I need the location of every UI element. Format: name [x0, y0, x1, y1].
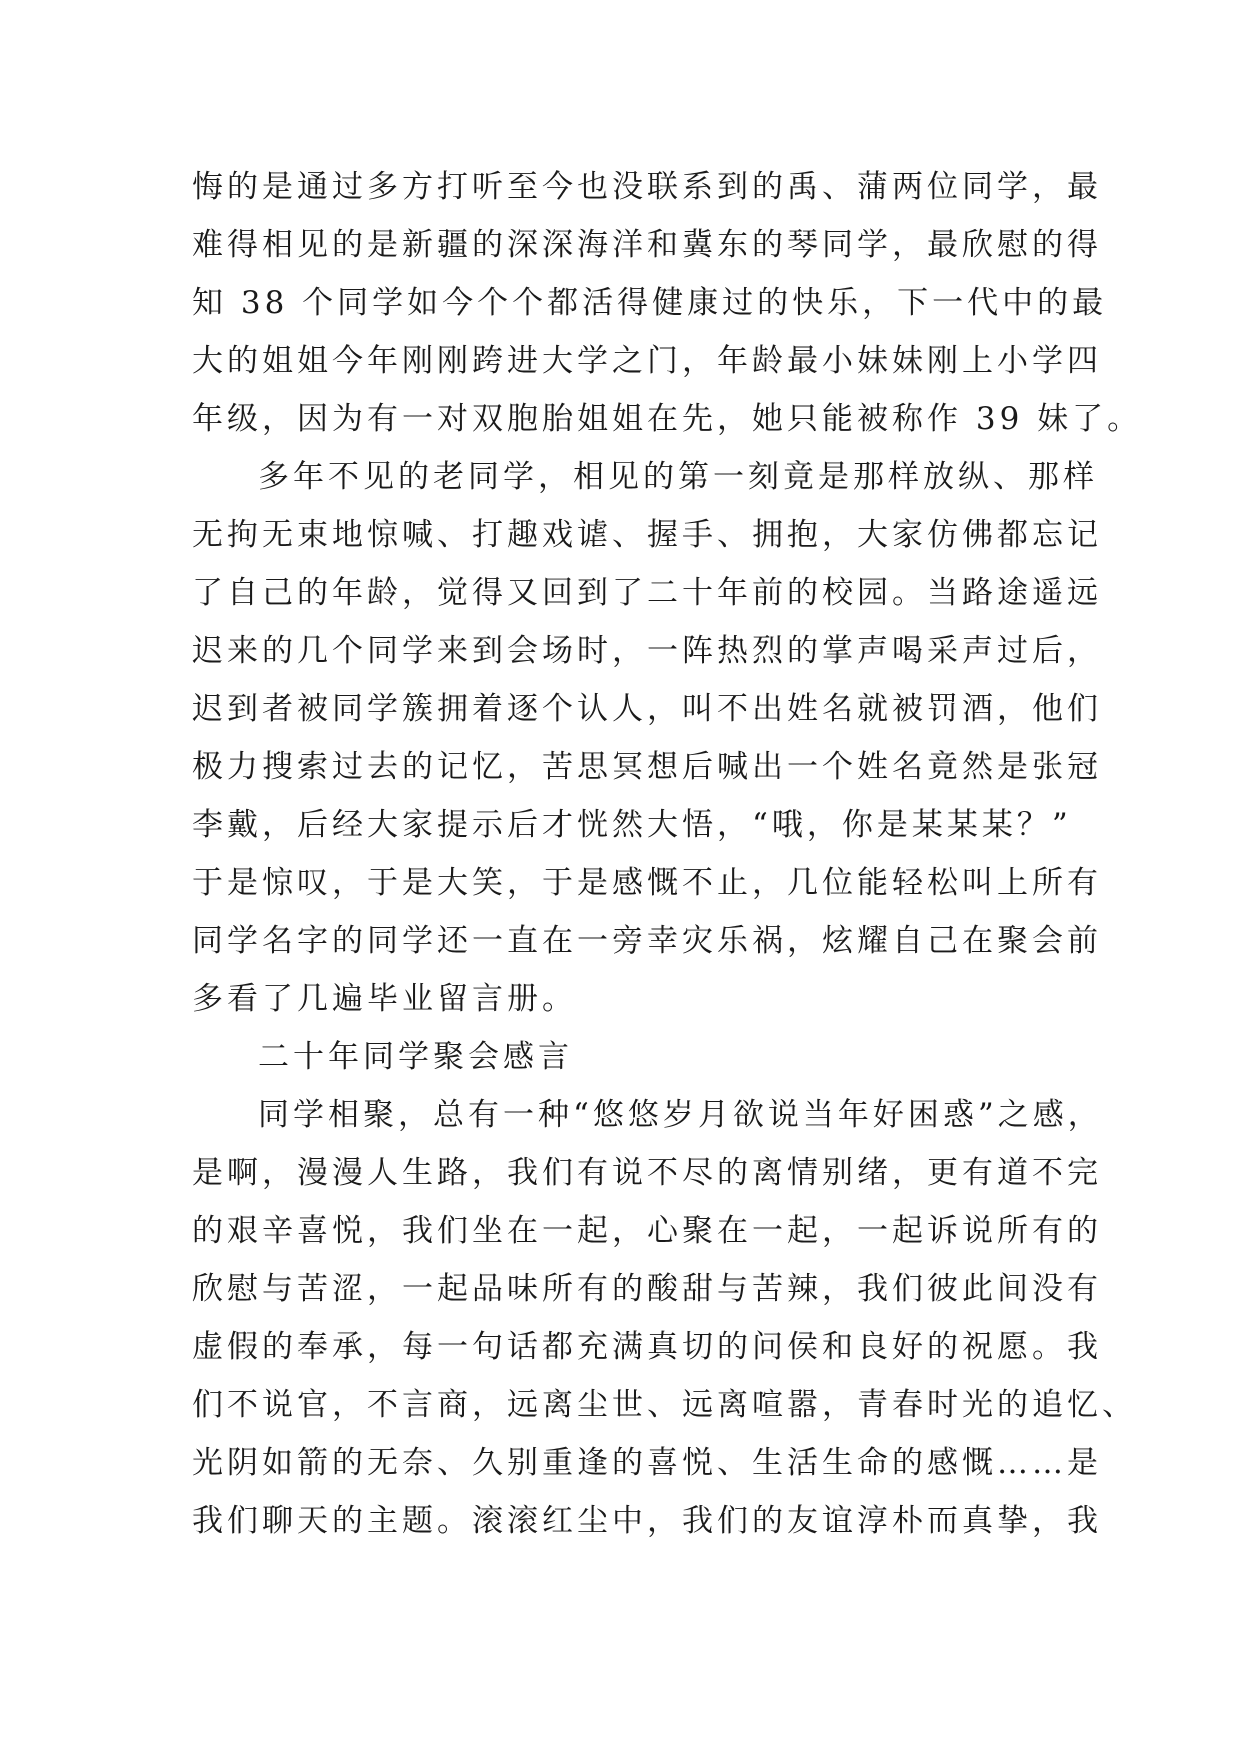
text-line: 极力搜索过去的记忆，苦思冥想后喊出一个姓名竟然是张冠: [192, 749, 1102, 785]
document-body: [192, 158, 1143, 1550]
paragraph-start-line: 同学相聚，总有一种“悠悠岁月欲说当年好困惑”之感，: [258, 1097, 1103, 1133]
text-line: 迟来的几个同学来到会场时，一阵热烈的掌声喝采声过后，: [192, 633, 1102, 669]
text-line: 于是惊叹，于是大笑，于是感慨不止，几位能轻松叫上所有: [192, 865, 1102, 901]
text-line: 虚假的奉承，每一句话都充满真切的问侯和良好的祝愿。我: [192, 1329, 1102, 1365]
text-line: 年级，因为有一对双胞胎姐姐在先，她只能被称作 39 妹了。: [192, 401, 1143, 437]
text-line: 无拘无束地惊喊、打趣戏谑、握手、拥抱，大家仿佛都忘记: [192, 517, 1102, 553]
text-line: 了自己的年龄，觉得又回到了二十年前的校园。当路途遥远: [192, 575, 1102, 611]
text-line: 是啊，漫漫人生路，我们有说不尽的离情别绪，更有道不完: [192, 1155, 1102, 1191]
text-line: 大的姐姐今年刚刚跨进大学之门，年龄最小妹妹刚上小学四: [192, 343, 1102, 379]
section-heading: 二十年同学聚会感言: [258, 1039, 573, 1075]
text-line: 同学名字的同学还一直在一旁幸灾乐祸，炫耀自己在聚会前: [192, 923, 1102, 959]
paragraph-start-line: 多年不见的老同学，相见的第一刻竟是那样放纵、那样: [258, 459, 1098, 495]
text-line: 悔的是通过多方打听至今也没联系到的禹、蒲两位同学，最: [192, 169, 1102, 205]
text-line: 李戴，后经大家提示后才恍然大悟，“哦，你是某某某？”: [192, 807, 1072, 843]
text-line: 难得相见的是新疆的深深海洋和冀东的琴同学，最欣慰的得: [192, 227, 1102, 263]
text-line: 光阴如箭的无奈、久别重逢的喜悦、生活生命的感慨……是: [192, 1445, 1102, 1481]
text-line: 我们聊天的主题。滚滚红尘中，我们的友谊淳朴而真挚，我: [192, 1503, 1102, 1539]
text-line: 迟到者被同学簇拥着逐个认人，叫不出姓名就被罚酒，他们: [192, 691, 1102, 727]
text-line: 多看了几遍毕业留言册。: [192, 981, 577, 1017]
text-line: 知 38 个同学如今个个都活得健康过的快乐，下一代中的最: [192, 285, 1108, 321]
text-line: 欣慰与苦涩，一起品味所有的酸甜与苦辣，我们彼此间没有: [192, 1271, 1102, 1307]
text-line: 们不说官，不言商，远离尘世、远离喧嚣，青春时光的追忆、: [192, 1387, 1137, 1423]
text-line: 的艰辛喜悦，我们坐在一起，心聚在一起，一起诉说所有的: [192, 1213, 1102, 1249]
